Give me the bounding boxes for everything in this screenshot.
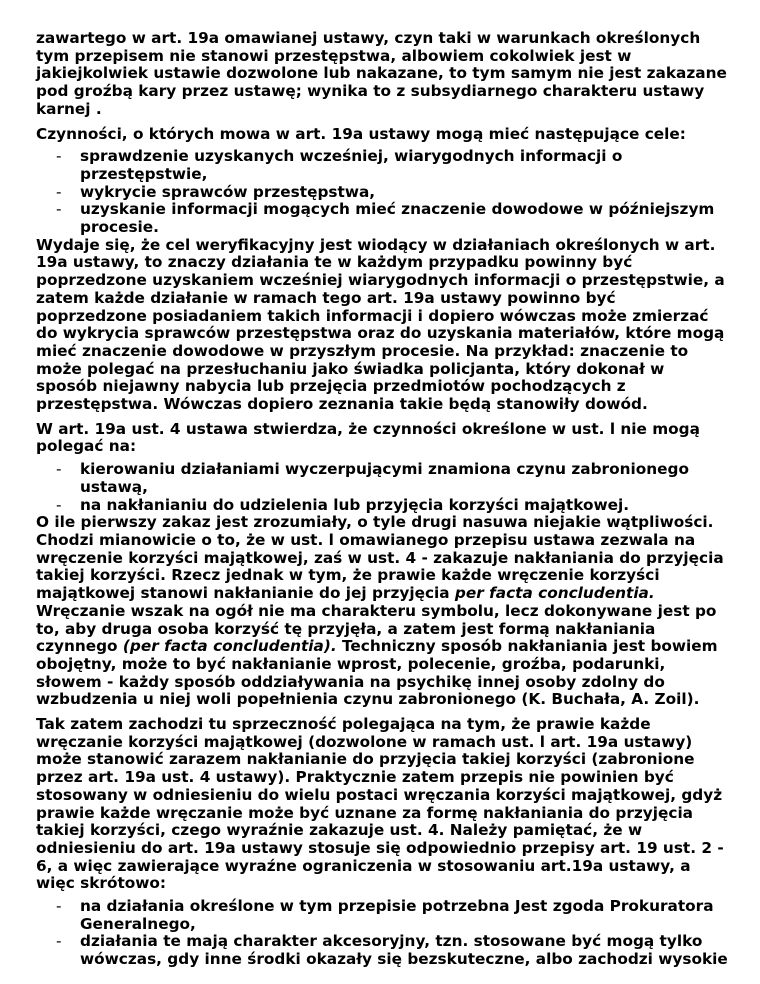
italic-term: (per facta concludentia). (122, 637, 337, 656)
paragraph-prohibitions-heading: W art. 19a ust. 4 ustawa stwierdza, że czynności określone w ust. l nie mogą polegać na: (36, 419, 700, 456)
prohibitions-list (36, 461, 728, 514)
list-item (36, 898, 728, 933)
list-item-text: uzyskanie informacji mogących mieć znaczenie dowodowe w późniejszym procesie. (80, 200, 715, 237)
bullet-dash: - (56, 897, 62, 916)
goals-list (36, 148, 728, 237)
document-page (36, 30, 728, 969)
text-run: Techniczny sposób nakłaniania jest bowiem obojętny, może to być nakłanianie wprost, polecenie, groźba, podarunki, słowem - każdy sposób oddziaływania na psychikę innej osoby zdolny do wzbudzenia u niej woli popełnienia czynu zabronionego (K. Buchała, A. Zoil). (36, 637, 718, 709)
bullet-dash: - (56, 460, 62, 479)
list-item (36, 184, 728, 202)
paragraph-intro: zawartego w art. 19a omawianej ustawy, czyn taki w warunkach określonych tym przepisem nie stanowi przestępstwa, albowiem cokolwiek jest w jakiejkolwiek ustawie dozwolone lub nakazane, to tym samym nie jest zakazane pod groźbą kary przez ustawę; wynika to z subsydiarnego charakteru ustawy karnej . (36, 29, 727, 118)
paragraph-verification: Wydaje się, że cel weryfikacyjny jest wiodący w działaniach określonych w art. 19a ustawy, to znaczy działania te w każdym przypadku powinny być poprzedzone uzyskaniem wcześniej wiarygodnych informacji o przestępstwie, a zatem każde działanie w ramach tego art. 19a ustawy powinno być poprzedzone posiadaniem takich informacji i dopiero wówczas może zmierzać do wykrycia sprawców przestępstwa oraz do uzyskania materiałów, które mogą mieć znaczenie dowodowe w przyszłym procesie. Na przykład: znaczenie to może polegać na przesłuchaniu jako świadka policjanta, który dokonał w sposób niejawny nabycia lub przejęcia przedmiotów pochodzących z przestępstwa. Wówczas dopiero zeznania takie będą stanowiły dowód. (36, 235, 725, 414)
restrictions-list (36, 898, 728, 969)
list-item (36, 461, 728, 496)
list-item (36, 148, 728, 183)
list-item-text: wykrycie sprawców przestępstwa, (80, 182, 376, 201)
bullet-dash: - (56, 200, 62, 219)
list-item-text: kierowaniu działaniami wyczerpującymi znamiona czynu zabronionego ustawą, (80, 460, 689, 496)
list-item (36, 933, 728, 968)
paragraph-conclusion: Tak zatem zachodzi tu sprzeczność polegająca na tym, że prawie każde wręczanie korzyści majątkowej (dozwolone w ramach ust. l art. 19a ustawy) może stanowić zarazem nakłanianie do przyjęcia takiej korzyści (zabronione przez art. 19a ust. 4 ustawy). Praktycznie zatem przepis nie powinien być stosowany w odniesieniu do wielu postaci wręczania korzyści majątkowej, gdyż prawie każde wręczanie może być uznane za formę nakłaniania do przyjęcia takiej korzyści, czego wyraźnie zakazuje ust. 4. Należy pamiętać, że w odniesieniu do art. 19a ustawy stosuje się odpowiednio przepisy art. 19 ust. 2 - 6, a więc zawierające wyraźne ograniczenia w stosowaniu art.19a ustawy, a więc skrótowo: (36, 715, 724, 893)
list-item-text: na działania określone w tym przepisie potrzebna Jest zgoda Prokuratora Generalnego, (80, 897, 714, 933)
list-item (36, 201, 728, 236)
text-run: Wręczanie wszak na ogół nie ma charakteru symbolu, lecz dokonywane jest po to, aby druga osoba korzyść tę przyjęła, a zatem jest formą nakłaniania czynnego (36, 601, 717, 656)
bullet-dash: - (56, 147, 62, 166)
paragraph-contradiction (36, 514, 728, 709)
bullet-dash: - (56, 495, 62, 514)
text-run: O ile pierwszy zakaz jest zrozumiały, o tyle drugi nasuwa niejakie wątpliwości. Chodzi mianowicie o to, że w ust. l omawianego przepisu ustawa zezwala na wręczenie korzyści majątkowej, zaś w ust. 4 - zakazuje nakłaniania do przyjęcia takiej korzyści. Rzecz jednak w tym, że prawie każde wręczenie korzyści majątkowej stanowi nakłanianie do jej przyjęcia (36, 513, 724, 603)
bullet-dash: - (56, 932, 62, 951)
list-item (36, 497, 728, 515)
list-item-text: na nakłanianiu do udzielenia lub przyjęcia korzyści majątkowej. (80, 495, 630, 514)
paragraph-goals-heading: Czynności, o których mowa w art. 19a ustawy mogą mieć następujące cele: (36, 124, 686, 143)
list-item-text: działania te mają charakter akcesoryjny, tzn. stosowane być mogą tylko wówczas, gdy inne środki okazały się bezskuteczne, albo zachodzi wysokie (80, 932, 728, 969)
bullet-dash: - (56, 182, 62, 201)
list-item-text: sprawdzenie uzyskanych wcześniej, wiarygodnych informacji o przestępstwie, (80, 147, 623, 183)
italic-term: per facta concludentia. (454, 584, 655, 603)
